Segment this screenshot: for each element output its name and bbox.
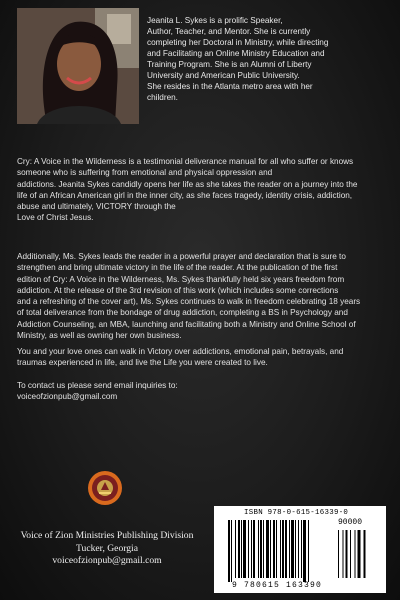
contact-paragraph: To contact us please send email inquiries to: voiceofzionpub@gmail.com — [17, 381, 178, 402]
barcode-bar — [248, 520, 249, 578]
publisher-info — [12, 530, 202, 568]
barcode-bar — [270, 520, 271, 578]
barcode-bar — [303, 520, 306, 582]
additional-paragraph: Additionally, Ms. Sykes leads the reader in a powerful prayer and declaration that is sure to strengthen and bring ultimate victory in the life of the reader. At the publication of the first edition of Cry: A Voice in the Wilderness, Ms. Sykes thankfully held six years freedom from addiction. At the release of the 3rd revision of this work (which includes some corrections and a refreshing of the cover art), Ms. Sykes continues to walk in freedom celebrating 18 years of total deliverance from the bondage of drug addiction, completing a BS in Psychology and Addiction Counseling, an MBA, launching and facilitating both a Ministry and Online School of Ministry, as well as owning her own business. — [17, 252, 361, 341]
author-photo — [17, 8, 139, 124]
price-bar — [364, 530, 366, 578]
barcode-bar — [276, 520, 277, 578]
barcode-bar — [289, 520, 290, 578]
barcode-bar — [282, 520, 284, 578]
barcode-bar — [238, 520, 240, 578]
barcode-bar — [295, 520, 296, 578]
barcode-bar — [273, 520, 275, 578]
publisher-location: Tucker, Georgia — [76, 542, 138, 554]
price-bar — [338, 530, 339, 578]
publisher-email: voiceofzionpub@gmail.com — [52, 555, 162, 566]
barcode-digits: 9 780615 163390 — [232, 581, 323, 590]
barcode-bar — [266, 520, 269, 578]
barcode-bar — [263, 520, 264, 578]
price-bar — [358, 530, 361, 578]
barcode-bar — [258, 520, 259, 578]
price-bar — [355, 530, 356, 578]
barcode-bar — [235, 520, 236, 578]
barcode-bar — [280, 520, 281, 578]
isbn-label: ISBN 978-0-615-16339-0 — [244, 509, 349, 517]
barcode-bar — [298, 520, 299, 578]
barcode-bar — [241, 520, 242, 578]
barcode-bar — [301, 520, 302, 578]
price-bar — [346, 530, 348, 578]
price-code: 90000 — [338, 518, 363, 527]
barcode-bar — [243, 520, 246, 578]
barcode-bar — [253, 520, 255, 578]
barcode-bar — [285, 520, 287, 578]
price-bar — [350, 530, 351, 578]
publisher-name: Voice of Zion Ministries Publishing Division — [20, 530, 194, 541]
victory-paragraph: You and your love ones can walk in Victory over addictions, emotional pain, betrayals, and traumas experienced in life, and live the Life you were created to live. — [17, 347, 344, 368]
barcode-bar — [231, 520, 232, 582]
barcode-bar — [228, 520, 230, 582]
barcode-bar — [260, 520, 262, 578]
price-bar — [343, 530, 344, 578]
isbn-barcode — [214, 506, 386, 593]
publisher-seal-icon — [87, 470, 123, 506]
barcode-bar — [251, 520, 252, 578]
barcode-bar — [308, 520, 309, 582]
author-bio: Jeanita L. Sykes is a prolific Speaker, Author, Teacher, and Mentor. She is currently completing her Doctoral in Ministry, while directing and Facilitating an Online Ministry Education and Training Program. She is an Alumni of Liberty University and American Public University. She resides in the Atlanta metro area with her children. — [147, 16, 329, 102]
description-paragraph: Cry: A Voice in the Wilderness is a testimonial deliverance manual for all who suffer or knows someone who is suffering from emotional and physical oppression and addictions. Jeanita Sykes candidly opens her life as she takes the reader on a journey into the life of an African American girl in the inner city, as she faces tragedy, identity crisis, addiction, abuse and ultimately, VICTORY through the Love of Christ Jesus. — [17, 157, 358, 223]
barcode-bar — [291, 520, 294, 578]
